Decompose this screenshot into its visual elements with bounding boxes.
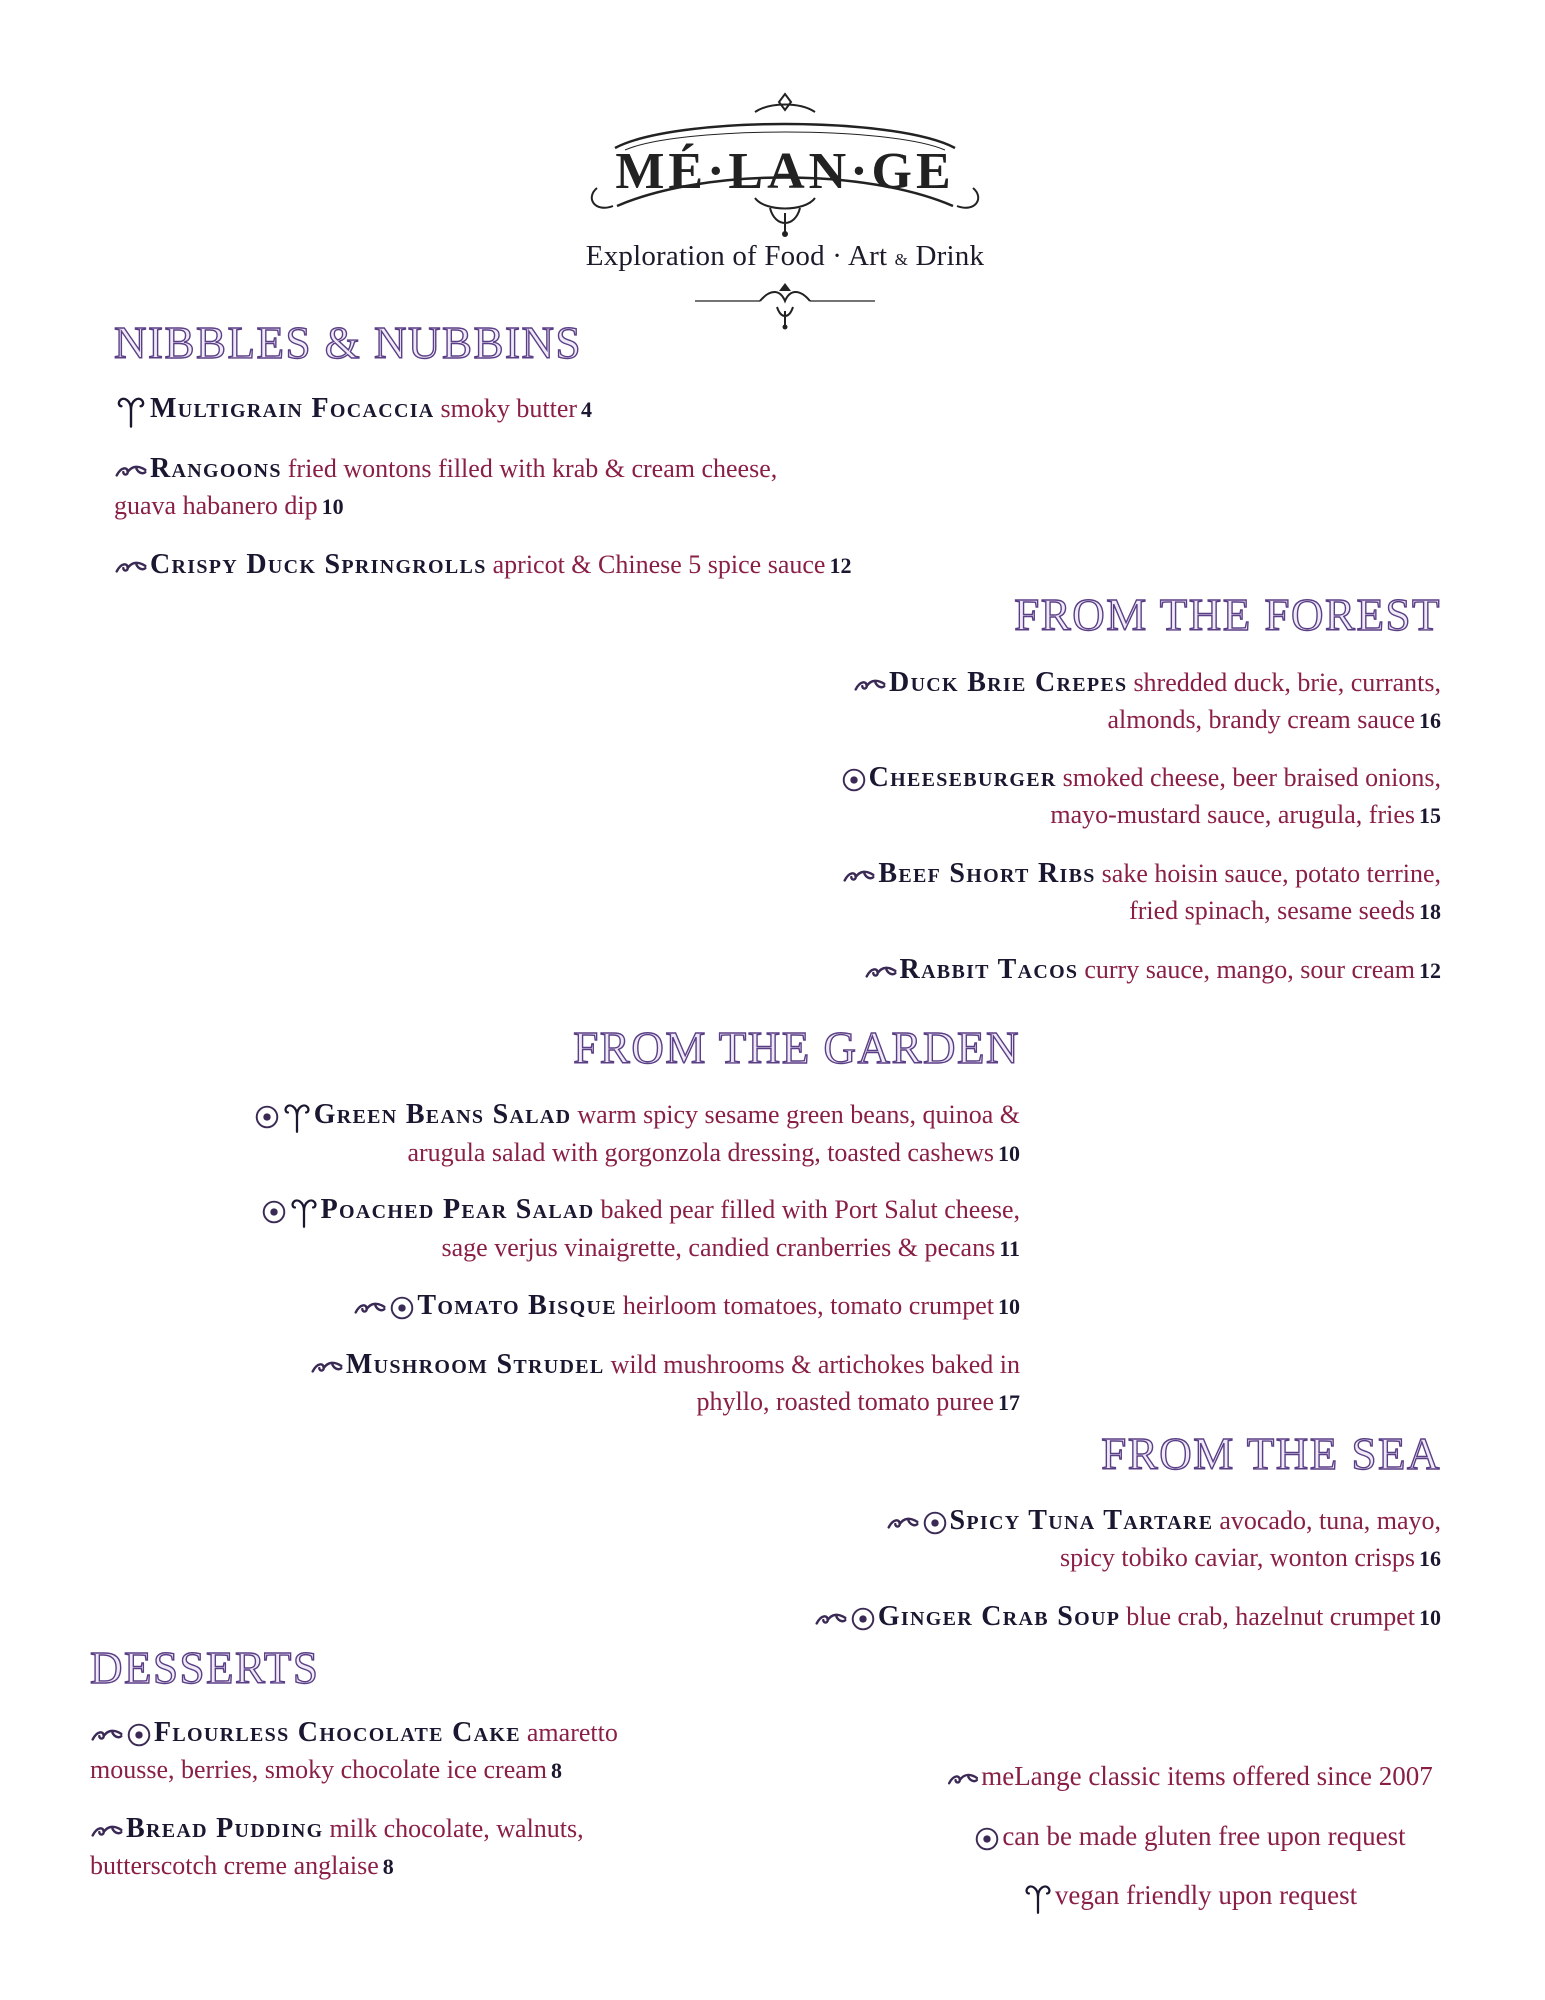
- classic-swirl-icon: [853, 674, 887, 696]
- menu-item-focaccia: Multigrain Focaccia smoky butter 4: [114, 390, 814, 429]
- menu-item-cheeseburger: Cheeseburger smoked cheese, beer braised onions, mayo-mustard sauce, arugula, fries 15: [641, 759, 1441, 834]
- tagline: Exploration of Food · Art & Drink: [585, 240, 985, 272]
- menu-item-bread-pudding: Bread Pudding milk chocolate, walnuts, butterscotch creme anglaise 8: [90, 1813, 584, 1880]
- logo-wordmark: MÉ·LAN·GE: [615, 143, 955, 200]
- classic-swirl-icon: [90, 1724, 124, 1746]
- menu-item-beef-short-ribs: Beef Short Ribs sake hoisin sauce, potato terrine, fried spinach, sesame seeds 18: [641, 855, 1441, 930]
- gluten-free-dot-icon: [126, 1722, 152, 1748]
- menu-item-green-beans-salad: Green Beans Salad warm spicy sesame green beans, quinoa & arugula salad with gorgonzola dressing, toasted cashews 10: [120, 1096, 1020, 1172]
- vegan-sprout-icon: [1023, 1881, 1053, 1915]
- classic-swirl-icon: [310, 1356, 344, 1378]
- legend-classic: meLange classic items offered since 2007: [930, 1761, 1450, 1792]
- menu-item-rangoons: Rangoons fried wontons filled with krab & cream cheese, guava habanero dip 10: [114, 453, 778, 520]
- gluten-free-dot-icon: [850, 1606, 876, 1632]
- menu-item-poached-pear-salad: Poached Pear Salad baked pear filled with Port Salut cheese, sage verjus vinaigrette, candied cranberries & pecans 11: [120, 1191, 1020, 1267]
- gluten-free-dot-icon: [261, 1199, 287, 1225]
- gluten-free-dot-icon: [974, 1826, 1000, 1852]
- menu-item-duck-brie-crepes: Duck Brie Crepes shredded duck, brie, currants, almonds, brandy cream sauce 16: [641, 664, 1441, 739]
- section-heading-garden: FROM THE GARDEN: [573, 1023, 1020, 1073]
- menu-item-ginger-crab-soup: Ginger Crab Soup blue crab, hazelnut crumpet 10: [641, 1598, 1441, 1636]
- legend-gluten-free: can be made gluten free upon request: [930, 1821, 1450, 1852]
- classic-swirl-icon: [814, 1608, 848, 1630]
- gluten-free-dot-icon: [254, 1104, 280, 1130]
- menu-item-mushroom-strudel: Mushroom Strudel wild mushrooms & artichokes baked in phyllo, roasted tomato puree 17: [120, 1346, 1020, 1421]
- gluten-free-dot-icon: [389, 1295, 415, 1321]
- gluten-free-dot-icon: [922, 1510, 948, 1536]
- section-heading-desserts: DESSERTS: [90, 1643, 320, 1693]
- ornament-divider: [685, 281, 885, 331]
- classic-swirl-icon: [353, 1297, 387, 1319]
- classic-swirl-icon: [842, 865, 876, 887]
- vegan-sprout-icon: [114, 393, 148, 429]
- menu-item-rabbit-tacos: Rabbit Tacos curry sauce, mango, sour cream 12: [641, 951, 1441, 989]
- vegan-sprout-icon: [289, 1195, 319, 1229]
- vegan-sprout-icon: [282, 1100, 312, 1134]
- menu-item-springrolls: Crispy Duck Springrolls apricot & Chinese 5 spice sauce 12: [114, 546, 1014, 584]
- legend-vegan: vegan friendly upon request: [930, 1880, 1450, 1915]
- menu-item-tomato-bisque: Tomato Bisque heirloom tomatoes, tomato crumpet 10: [120, 1287, 1020, 1325]
- section-heading-sea: FROM THE SEA: [1101, 1429, 1441, 1479]
- classic-swirl-icon: [90, 1820, 124, 1842]
- classic-swirl-icon: [114, 556, 148, 578]
- classic-swirl-icon: [886, 1512, 920, 1534]
- section-heading-nibbles: NIBBLES & NUBBINS: [114, 318, 583, 368]
- classic-swirl-icon: [864, 961, 898, 983]
- section-heading-forest: FROM THE FOREST: [1014, 590, 1441, 640]
- melange-logo: [585, 88, 985, 238]
- classic-swirl-icon: [947, 1768, 979, 1790]
- menu-item-flourless-chocolate-cake: Flourless Chocolate Cake amaretto mousse, berries, smoky chocolate ice cream 8: [90, 1717, 618, 1784]
- gluten-free-dot-icon: [841, 767, 867, 793]
- brand-header: [575, 88, 995, 358]
- classic-swirl-icon: [114, 460, 148, 482]
- menu-item-spicy-tuna-tartare: Spicy Tuna Tartare avocado, tuna, mayo, spicy tobiko caviar, wonton crisps 16: [641, 1502, 1441, 1577]
